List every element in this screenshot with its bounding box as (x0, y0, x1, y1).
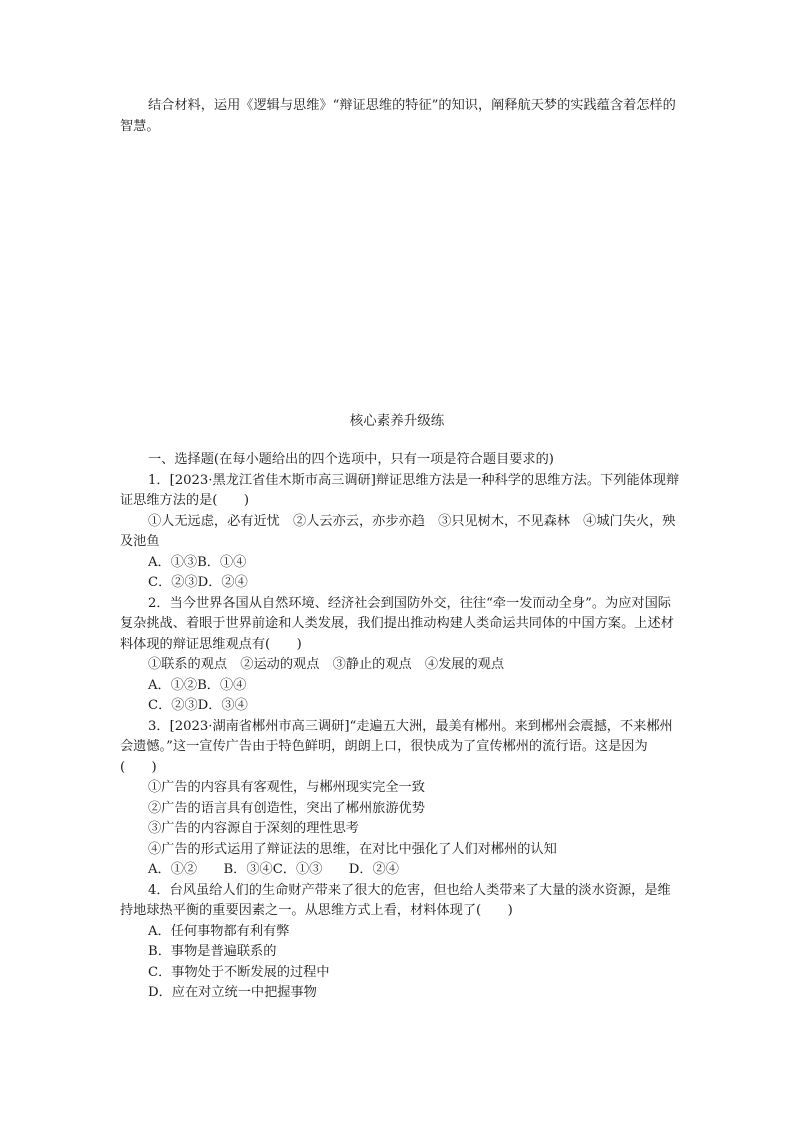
question-item: ③广告的内容源自于深刻的理性思考 (148, 821, 359, 836)
part-heading: 一、选择题(在每小题给出的四个选项中，只有一项是符合题目要求的) (148, 452, 554, 467)
intro-question (120, 96, 680, 137)
question-stem: 4．台风虽给人们的生命财产带来了很大的危害，但也给人类带来了大量的淡水资源，是维持地球热平衡的重要因素之一。从思维方式上看，材料体现了( ) (120, 882, 671, 918)
answer-option-c: C．事物处于不断发展的过程中 (148, 964, 330, 980)
question-4 (120, 881, 680, 1004)
question-item: ①广告的内容具有客观性，与郴州现实完全一致 (148, 780, 425, 795)
question-2 (120, 594, 680, 717)
question-stem: 2．当今世界各国从自然环境、经济社会到国防外交，往往“牵一发而动全身”。为应对国际复杂挑战、着眼于世界前途和人类发展，我们提出推动构建人类命运共同体的中国方案。上述材料体现的辩证思维观点有( ) (120, 595, 674, 652)
answer-options: C．②③D．③④ (148, 698, 248, 713)
answer-option-b: B．事物是普遍联系的 (148, 944, 277, 959)
question-1 (120, 471, 680, 594)
question-items: ①人无远虑，必有近忧 ②人云亦云，亦步亦趋 ③只见树木，不见森林 ④城门失火，殃及池鱼 (120, 513, 676, 549)
answer-options: A．①③B．①④ (148, 554, 247, 570)
question-item: ④广告的形式运用了辩证法的思维，在对比中强化了人们对郴州的认知 (148, 841, 557, 857)
question-3 (120, 717, 680, 881)
answer-options: A．①② B．③④C．①③ D．②④ (148, 862, 399, 877)
section-title: 核心素养升级练 (349, 413, 445, 429)
question-item: ②广告的语言具有创造性，突出了郴州旅游优势 (148, 800, 425, 816)
question-items: ①联系的观点 ②运动的观点 ③静止的观点 ④发展的观点 (148, 657, 505, 672)
question-stem: 3．[2023·湖南省郴州市高三调研]“走遍五大洲，最美有郴州。来到郴州会震撼，不来郴州会遗憾。”这一宣传广告由于特色鲜明，朗朗上口，很快成为了宣传郴州的流行语。这是因为( ) (120, 718, 673, 775)
answer-option-a: A．任何事物都有利有弊 (148, 923, 290, 939)
answer-options: C．②③D．②④ (148, 575, 248, 590)
intro-text: 结合材料，运用《逻辑与思维》“辩证思维的特征”的知识，阐释航天梦的实践蕴含着怎样的智慧。 (120, 98, 676, 134)
answer-option-d: D．应在对立统一中把握事物 (148, 985, 317, 1000)
question-section (120, 450, 680, 1004)
answer-options: A．①②B．①④ (148, 677, 247, 693)
question-stem: 1．[2023·黑龙江省佳木斯市高三调研]辩证思维方法是一种科学的思维方法。下列能体现辩证思维方法的是( ) (120, 472, 680, 508)
